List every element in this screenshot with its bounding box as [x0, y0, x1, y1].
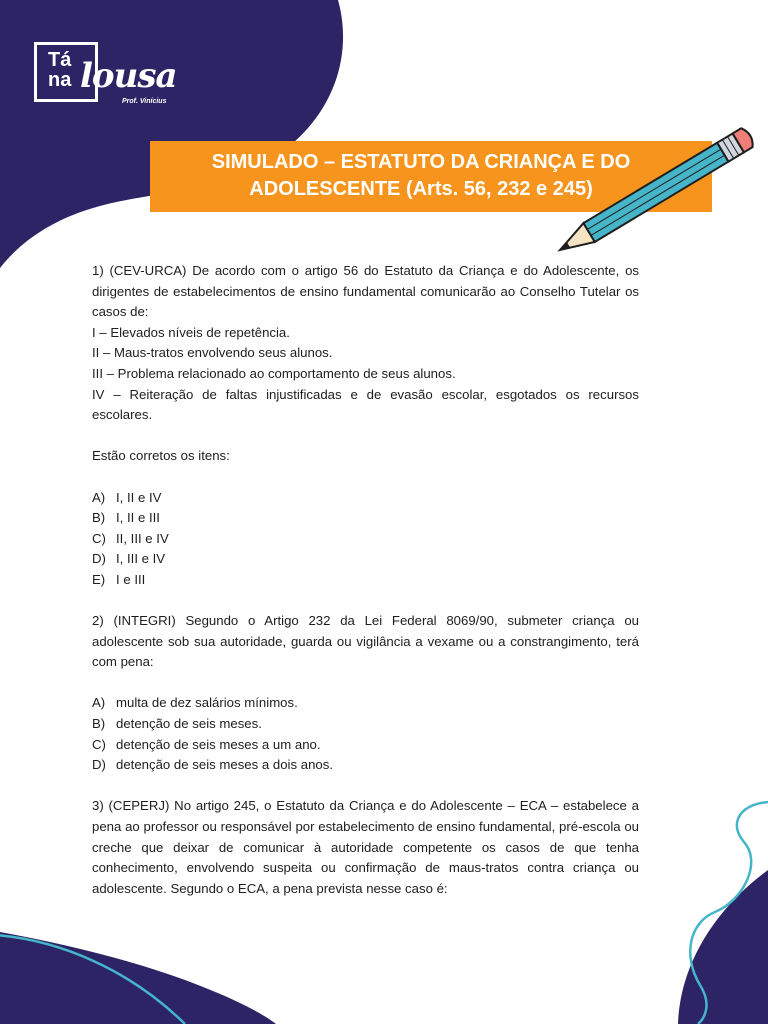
question-statement: 2) (INTEGRI) Segundo o Artigo 232 da Lei Federal 8069/90, submeter criança ou adolescente sob sua autoridade, guarda ou vigilância a vexame ou a constrangimento, terá com pena:: [92, 613, 639, 670]
option-text: II, III e IV: [116, 530, 169, 546]
option-text: I, II e IV: [116, 489, 162, 505]
option-letter: D): [92, 551, 106, 567]
question-prompt: Estão corretos os itens:: [92, 448, 230, 464]
answer-option: [92, 735, 639, 756]
answer-option: [92, 508, 639, 529]
question-3: [92, 796, 639, 899]
pencil-icon: [548, 112, 768, 264]
answer-option: [92, 570, 639, 591]
top-left-navy-blob: [0, 0, 343, 268]
logo-text-ta: Tá: [48, 49, 72, 71]
question-2: [92, 611, 639, 776]
logo-subtitle: Prof. Vinícius: [122, 98, 167, 105]
question-1: [92, 261, 639, 591]
option-text: multa de dez salários mínimos.: [116, 695, 298, 711]
bottom-navy-wave: [0, 932, 276, 1024]
question-list: [92, 261, 639, 899]
question-item: I – Elevados níveis de repetência.: [92, 324, 290, 340]
option-letter: D): [92, 757, 106, 773]
question-item: III – Problema relacionado ao comportamento de seus alunos.: [92, 365, 456, 381]
option-text: I, III e IV: [116, 551, 166, 567]
answer-option: [92, 529, 639, 550]
question-statement: 3) (CEPERJ) No artigo 245, o Estatuto da Criança e do Adolescente – ECA – estabelece a pena ao professor ou responsável por estabelecimento de ensino fundamental, pré-escola ou creche que deixar de comunicar à autoridade competente os casos de que tenha conhecimento, envolvendo suspeita ou confirmação de maus-tratos contra criança ou adolescente. Segundo o ECA, a pena prevista nesse caso é:: [92, 798, 639, 896]
answer-option: [92, 693, 639, 714]
option-letter: C): [92, 530, 106, 546]
question-statement: 1) (CEV-URCA) De acordo com o artigo 56 do Estatuto da Criança e do Adolescente, os dirigentes de estabelecimentos de ensino fundamental comunicarão ao Conselho Tutelar os casos de:: [92, 263, 639, 320]
brand-logo: [34, 42, 184, 112]
question-item: II – Maus-tratos envolvendo seus alunos.: [92, 345, 333, 361]
option-letter: A): [92, 695, 106, 711]
answer-option: [92, 714, 639, 735]
option-letter: B): [92, 510, 106, 526]
answer-option: [92, 549, 639, 570]
logo-wordmark: lousa: [80, 56, 177, 96]
answer-option: [92, 755, 639, 776]
option-text: I e III: [116, 571, 146, 587]
option-text: detenção de seis meses a dois anos.: [116, 757, 333, 773]
option-letter: E): [92, 571, 106, 587]
option-text: detenção de seis meses.: [116, 716, 262, 732]
option-text: detenção de seis meses a um ano.: [116, 736, 321, 752]
logo-text-na: na: [48, 69, 72, 91]
question-item: IV – Reiteração de faltas injustificadas e de evasão escolar, esgotados os recursos escolares.: [92, 386, 639, 423]
option-text: I, II e III: [116, 510, 160, 526]
answer-option: [92, 488, 639, 509]
option-letter: B): [92, 716, 106, 732]
option-letter: A): [92, 489, 106, 505]
option-letter: C): [92, 736, 106, 752]
page-title: SIMULADO – ESTATUTO DA CRIANÇA E DO ADOLESCENTE (Arts. 56, 232 e 245): [211, 151, 631, 200]
